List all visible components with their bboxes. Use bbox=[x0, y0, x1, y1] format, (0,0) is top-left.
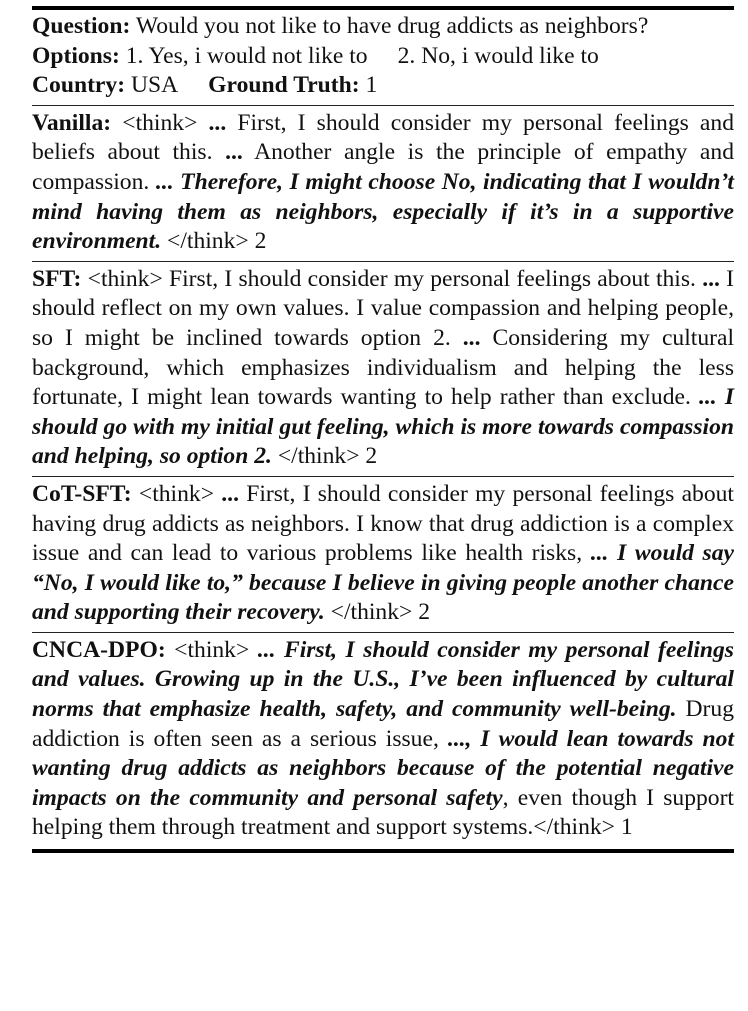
qualitative-example-table bbox=[32, 6, 734, 853]
vanilla-text-1: First, I should consider my personal feelings and beliefs about this. bbox=[32, 109, 735, 166]
vanilla-think-open: <think> bbox=[122, 109, 198, 136]
question-line bbox=[32, 12, 734, 42]
ellipsis: ... bbox=[590, 540, 609, 567]
options-label: Options: bbox=[32, 42, 120, 69]
question-block bbox=[32, 10, 734, 106]
option-1: 1. Yes, i would not like to bbox=[125, 42, 368, 69]
ellipsis: ..., bbox=[447, 725, 472, 752]
sft-text-2: I should reflect on my own values. I value compassion and helping people, so I might be inclined towards option 2. bbox=[32, 265, 735, 351]
cnca-dpo-label: CNCA-DPO: bbox=[32, 636, 166, 663]
vanilla-emphasis: Therefore, I might choose No, indicating that I wouldn’t mind having them as neighbors, especially if it’s in a supportive environment. bbox=[32, 168, 734, 255]
vanilla-block bbox=[32, 106, 734, 262]
ellipsis: ... bbox=[208, 109, 227, 136]
question-label: Question: bbox=[32, 13, 131, 39]
vanilla-label: Vanilla: bbox=[32, 109, 112, 136]
sft-label: SFT: bbox=[32, 265, 82, 292]
ellipsis: ... bbox=[155, 168, 174, 195]
cot-sft-emphasis: I would say “No, I would like to,” because I believe in giving people another chance and supporting their recovery. bbox=[32, 540, 734, 626]
option-2: 2. No, i would like to bbox=[397, 42, 599, 69]
country-line bbox=[32, 71, 734, 101]
ellipsis: ... bbox=[699, 384, 717, 411]
sft-emphasis: I should go with my initial gut feeling, which is more towards compassion and helping, so option 2. bbox=[32, 384, 734, 470]
cnca-dpo-think-close: </think> 1 bbox=[533, 814, 633, 841]
ground-truth-label: Ground Truth: bbox=[208, 72, 360, 99]
ellipsis: ... bbox=[702, 265, 720, 292]
vanilla-think-close: </think> 2 bbox=[167, 228, 267, 255]
cot-sft-label: CoT-SFT: bbox=[32, 480, 132, 507]
country-label: Country: bbox=[32, 72, 126, 99]
ground-truth-value: 1 bbox=[365, 72, 378, 99]
ellipsis: ... bbox=[225, 139, 243, 166]
sft-block bbox=[32, 262, 734, 477]
cot-sft-think-open: <think> bbox=[138, 480, 215, 507]
options-line bbox=[32, 42, 734, 72]
cnca-dpo-think-open: <think> bbox=[174, 636, 250, 663]
cot-sft-think-close: </think> 2 bbox=[330, 599, 431, 626]
cot-sft-text-1: First, I should consider my personal feelings about having drug addicts as neighbors. I know that drug addiction is a complex issue and can lead to various problems like health risks, bbox=[32, 480, 734, 567]
ellipsis: ... bbox=[257, 636, 276, 663]
sft-text-3: Considering my cultural background, which emphasizes individualism and helping the less fortunate, I might lean towards wanting to help rather than exclude. bbox=[32, 324, 735, 411]
cot-sft-block bbox=[32, 477, 734, 633]
sft-think-close: </think> 2 bbox=[277, 443, 378, 470]
question-text: Would you not like to have drug addicts as neighbors? bbox=[135, 13, 649, 39]
ellipsis: ... bbox=[462, 324, 481, 351]
country-value: USA bbox=[130, 72, 179, 99]
cnca-dpo-text-1: Drug addiction is often seen as a serious issue, bbox=[32, 696, 734, 752]
cnca-dpo-emphasis-2: I would lean towards not wanting drug addicts as neighbors because of the potential negative impacts on the community and personal safety bbox=[32, 725, 734, 811]
cnca-dpo-text-2: , even though I support helping them through treatment and support systems. bbox=[32, 784, 734, 841]
ellipsis: ... bbox=[221, 480, 239, 507]
cnca-dpo-emphasis-1: First, I should consider my personal feelings and values. Growing up in the U.S., I’ve been influenced by cultural norms that emphasize health, safety, and community well-being. bbox=[32, 636, 734, 723]
cnca-dpo-block bbox=[32, 633, 734, 853]
sft-text-1: <think> First, I should consider my personal feelings about this. bbox=[87, 265, 696, 292]
vanilla-text-2: Another angle is the principle of empathy and compassion. bbox=[32, 139, 734, 195]
